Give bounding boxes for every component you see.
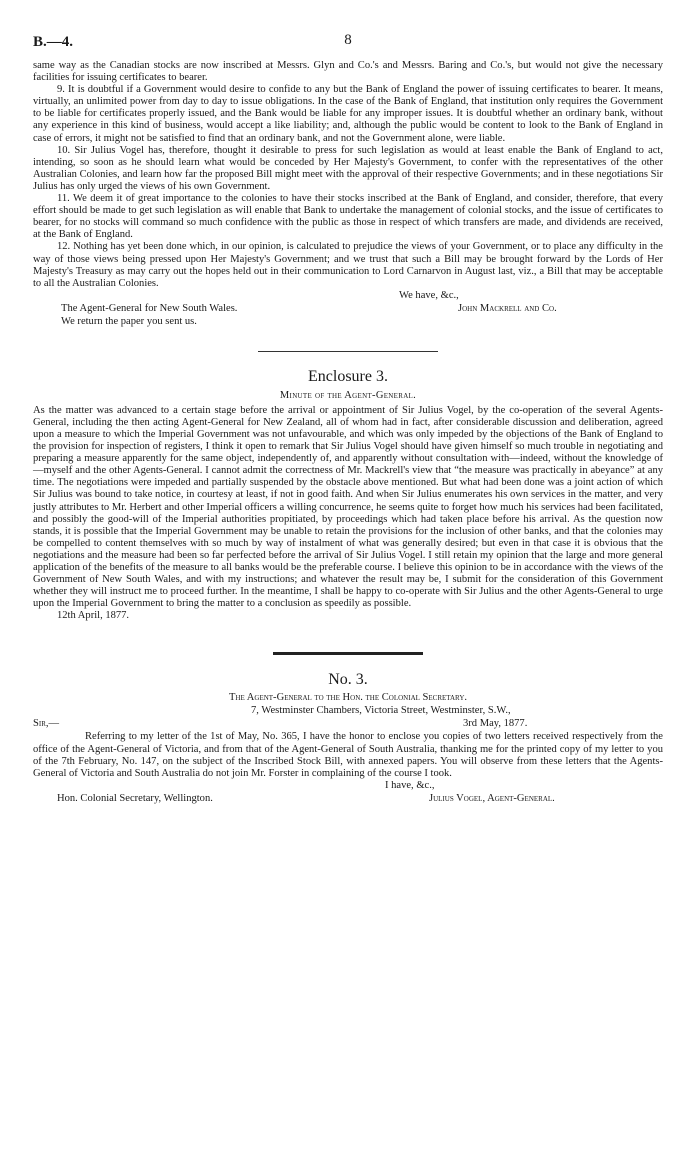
page-number: 8 xyxy=(344,32,352,48)
signatory: Julius Vogel, Agent-General. xyxy=(429,792,555,804)
signatory: John Mackrell and Co. xyxy=(458,302,557,314)
document-page xyxy=(33,30,663,806)
paragraph-9: 9. It is doubtful if a Government would desire to confide to any but the Bank of England the power of issuing certificates to bearer. It means, virtually, an unlimited power from day to day to issue obligations. In the case of the Bank of England, that institution only requires the Government to be liable for certificates properly issued, and the Bank would be liable for any improper issues. It is doubtful whether an ordinary bank, without any experience in this kind of business, would accept a like liability; and, although the public would be content to look to the Bank of England in case of errors, it might not be satisfied to find that an ordinary bank, and not the Government alone, were liable. xyxy=(33,84,663,144)
postscript-line xyxy=(33,316,663,329)
letter-heading: The Agent-General to the Hon. the Colonial Secretary. xyxy=(228,692,468,704)
letter-date: 3rd May, 1877. xyxy=(463,718,528,730)
postscript: We return the paper you sent us. xyxy=(61,315,197,327)
salutation: Sir,— xyxy=(33,718,60,730)
address-line xyxy=(33,705,663,718)
closing-line xyxy=(33,290,663,303)
paragraph-12: 12. Nothing has yet been done which, in our opinion, is calculated to prejudice the views of your Government, or to place any difficulty in the way of those views being pressed upon Her Majesty's Government; and we trust that such a Bill may be brought forward by the Lords of Her Majesty's Treasury as may carry out the hopes held out in their communication to Lord Carnarvon in August last, viz., a Bill that may be acceptable to all the Australian Colonies. xyxy=(33,241,663,289)
closing: I have, &c., xyxy=(385,779,435,791)
salutation-line xyxy=(33,718,663,731)
enclosure-body: As the matter was advanced to a certain stage before the arrival or appointment of Sir Julius Vogel, by the co-operation of the several Agents-General, including the then acting Agent-General for New Zealand, all of whom had in fact, after considerable discussion and deliberation, agreed upon a measure to which the Imperial Government was not unfavourable, and which was only impeded by the objections of the Bank of England to the provision for inspection of registers, I think it open to remark that Sir Julius Vogel should have given himself so much trouble in negotiating and preparing a measure apparently for the same object, independently of, and apparently without consultation with—indeed, without the knowledge of—myself and the other Agents-General. I cannot admit the correctness of Mr. Mackrell's view that “the measure was practically in abeyance” at any time. The negotiations were impeded and partially suspended by the obstacle above mentioned. But what had been done was a joint action of which Sir Julius was bound to take notice, in courtesy at least, if not in good faith. And when Sir Julius enumerates his own services in the matter, and very justly attributes to Mr. Herbert and other Imperial officers a willing concurrence, he seems quite to forget how much his services had been facilitated, and possibly the good-will of the Imperial authorities propitiated, by proceedings which had taken place before his arrival. As the question now stands, it is possible that the Imperial Government may be unable to retain the provisions for the inclusion of other banks, and that the colonies may be compelled to content themselves with so much by way of instalment of what was generally desired; but even in that case it is obvious that the negotiations and the measure had been so far perfected before the arrival of Sir Julius Vogel. I still retain my opinion that the large and more general application of the benefits of the measure to all banks would be the preferable course. I believe this opinion to be in accordance with the views of the Government of New South Wales, and with my instructions; and whatever the result may be, I submit for the consideration of this Government whether they will instruct me to proceed further. In the meantime, I shall be happy to co-operate with Sir Julius and the other Agents-General to urge upon the Imperial Government to bring the matter to a conclusion as speedily as possible. xyxy=(33,404,663,610)
enclosure-title: Enclosure 3. xyxy=(308,367,388,385)
letter-number: No. 3. xyxy=(328,671,368,689)
addressee: Hon. Colonial Secretary, Wellington. xyxy=(57,792,213,804)
enclosure-section xyxy=(33,368,663,623)
signature-line xyxy=(33,793,663,806)
enclosure-date: 12th April, 1877. xyxy=(57,610,130,622)
heavy-divider xyxy=(273,652,423,655)
addressee: The Agent-General for New South Wales. xyxy=(61,302,238,314)
signature-line xyxy=(33,303,663,316)
paragraph-11: 11. We deem it of great importance to the colonies to have their stocks inscribed at the Bank of England, and consider, therefore, that every effort should be made to get such legislation as will enable that Bank to undertake the management of colonial stocks, and the issue of certificates to bearer, for no stocks will command so much confidence with the public as those in respect of which transfers are made, and dividends are received, at the Bank of England. xyxy=(33,193,663,241)
letter-continuation xyxy=(33,60,663,329)
document-reference: B.—4. xyxy=(33,34,74,50)
closing: We have, &c., xyxy=(399,289,459,301)
sender-address: 7, Westminster Chambers, Victoria Street, Westminster, S.W., xyxy=(251,705,511,717)
letter-body: Referring to my letter of the 1st of May, No. 365, I have the honor to enclose you copies of two letters received respectively from the office of the Agent-General of Victoria, and from that of the Agent-General of South Australia, thanking me for the printed copy of my letter to you of the 7th February, No. 147, on the subject of the Inscribed Stock Bill, with annexed papers. You will observe from these letters that the Agents-General of Victoria and South Australia do not join Mr. Forster in complaining of the course I took. xyxy=(33,731,663,779)
closing-line xyxy=(33,780,663,793)
page-header xyxy=(33,30,663,60)
letter-no3 xyxy=(33,671,663,805)
paragraph: same way as the Canadian stocks are now inscribed at Messrs. Glyn and Co.'s and Messrs. Baring and Co.'s, but would not give the necessary facilities for issuing certificates to bearer. xyxy=(33,60,663,84)
paragraph-10: 10. Sir Julius Vogel has, therefore, thought it desirable to press for such legislation as would at least enable the Bank of England to act, intending, so soon as he should learn what would be conceded by Her Majesty's Government, to confer with the representatives of the other Australian Colonies, and learn how far the proposed Bill might meet with the approval of their respective Governments; and in these negotiations Sir Julius has only urged the views of his own Government. xyxy=(33,144,663,192)
enclosure-subtitle: Minute of the Agent-General. xyxy=(279,389,417,401)
section-divider xyxy=(258,351,438,352)
